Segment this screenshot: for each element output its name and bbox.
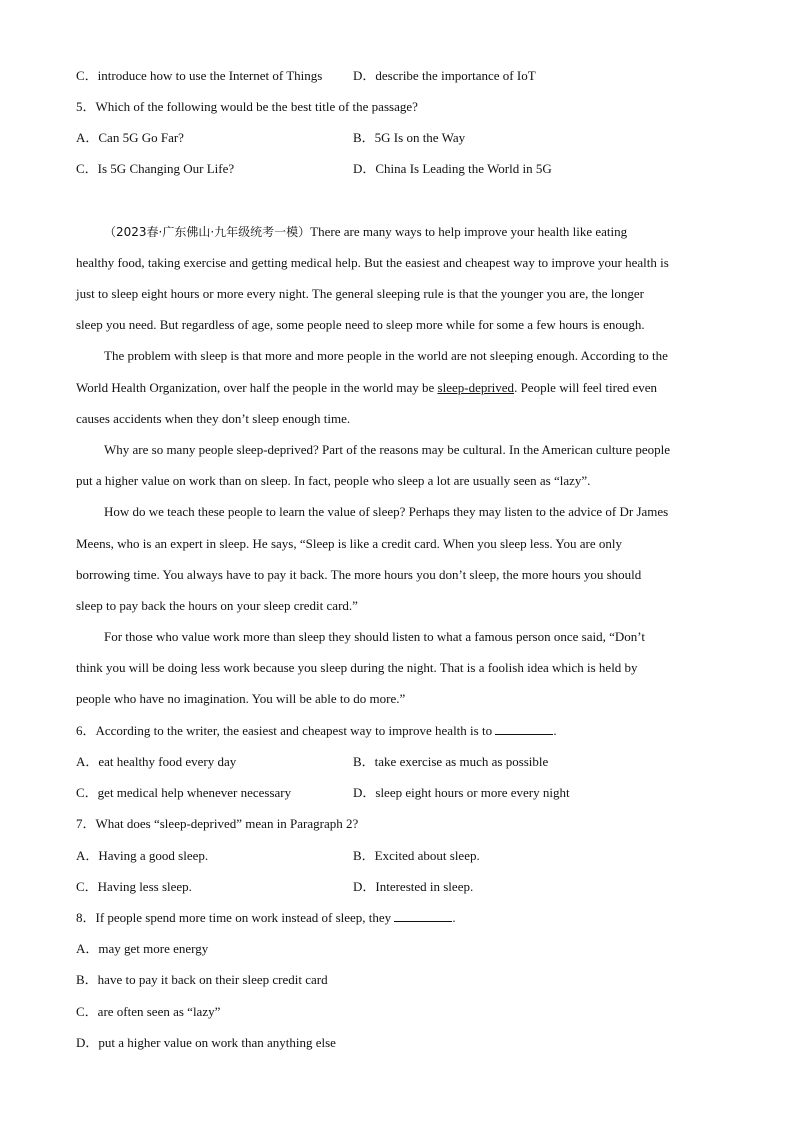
passage-p2-text-b: . People will feel tired even: [514, 380, 658, 395]
passage-p1-line3: just to sleep eight hours or more every night. The general sleeping rule is that the younger you are, the longer: [76, 286, 644, 301]
q4-option-d: D．describe the importance of IoT: [353, 68, 536, 83]
passage-p2-line1: The problem with sleep is that more and more people in the world are not sleeping enough. According to the: [104, 348, 668, 363]
q5-option-c: C．Is 5G Changing Our Life?: [76, 161, 235, 176]
q7-option-a: A．Having a good sleep.: [76, 848, 209, 863]
passage-p4-line3: borrowing time. You always have to pay it back. The more hours you don’t sleep, the more hours you should: [76, 567, 642, 582]
passage-p1-text: There are many ways to help improve your health like eating: [310, 224, 628, 239]
q8-option-d: D．put a higher value on work than anything else: [76, 1035, 336, 1050]
q8-option-b: B．have to pay it back on their sleep credit card: [76, 972, 328, 987]
passage-p4-line2: Meens, who is an expert in sleep. He says, “Sleep is like a credit card. When you sleep less. You are only: [76, 536, 622, 551]
passage-p1-line4: sleep you need. But regardless of age, some people need to sleep more while for some a few hours is enough.: [76, 317, 645, 332]
q7-option-b: B．Excited about sleep.: [353, 848, 480, 863]
q5-option-d: D．China Is Leading the World in 5G: [353, 161, 552, 176]
q7-option-d: D．Interested in sleep.: [353, 879, 474, 894]
q6-option-d: D．sleep eight hours or more every night: [353, 785, 570, 800]
passage-p5-line2: think you will be doing less work because you sleep during the night. That is a foolish idea which is held by: [76, 660, 638, 675]
passage-source: （2023春·广东佛山·九年级统考一模）: [104, 225, 311, 239]
q6-option-c: C．get medical help whenever necessary: [76, 785, 292, 800]
passage-p1-line2: healthy food, taking exercise and getting medical help. But the easiest and cheapest way to improve your health is: [76, 255, 669, 270]
answer-blank: [495, 723, 553, 735]
q5-option-b: B．5G Is on the Way: [353, 130, 466, 145]
passage-p5-line1: For those who value work more than sleep they should listen to what a famous person once said, “Don’t: [104, 629, 645, 644]
q8-option-c: C．are often seen as “lazy”: [76, 1004, 221, 1019]
passage-p3-line2: put a higher value on work than on sleep. In fact, people who sleep a lot are usually seen as “lazy”.: [76, 473, 591, 488]
answer-blank: [394, 910, 452, 922]
q6-stem: [76, 723, 557, 739]
q6-option-b: B．take exercise as much as possible: [353, 754, 549, 769]
q8-option-a: A．may get more energy: [76, 941, 209, 956]
q5-stem: 5．Which of the following would be the best title of the passage?: [76, 99, 418, 114]
q6-option-a: A．eat healthy food every day: [76, 754, 237, 769]
passage-p2-text-a: World Health Organization, over half the people in the world may be: [76, 380, 438, 395]
passage-p4-line1: How do we teach these people to learn the value of sleep? Perhaps they may listen to the advice of Dr James: [104, 504, 669, 519]
passage-p2-line2: [76, 380, 657, 396]
q7-stem: 7．What does “sleep-deprived” mean in Paragraph 2?: [76, 816, 359, 831]
q6-stem-end: .: [553, 723, 557, 738]
underlined-word: sleep-deprived: [437, 380, 515, 395]
passage-p5-line3: people who have no imagination. You will be able to do more.”: [76, 691, 406, 706]
passage-p4-line4: sleep to pay back the hours on your sleep credit card.”: [76, 598, 358, 613]
q5-option-a: A．Can 5G Go Far?: [76, 130, 184, 145]
passage-p3-line1: Why are so many people sleep-deprived? Part of the reasons may be cultural. In the American culture people: [104, 442, 671, 457]
q7-option-c: C．Having less sleep.: [76, 879, 192, 894]
passage-p2-line3: causes accidents when they don’t sleep enough time.: [76, 411, 351, 426]
q8-stem: [76, 910, 456, 926]
q6-stem-text: 6．According to the writer, the easiest and cheapest way to improve health is to: [76, 723, 496, 738]
q8-stem-text: 8．If people spend more time on work instead of sleep, they: [76, 910, 395, 925]
passage-p1-line1: [104, 224, 627, 240]
q8-stem-end: .: [452, 910, 456, 925]
q4-option-c: C．introduce how to use the Internet of Things: [76, 68, 323, 83]
